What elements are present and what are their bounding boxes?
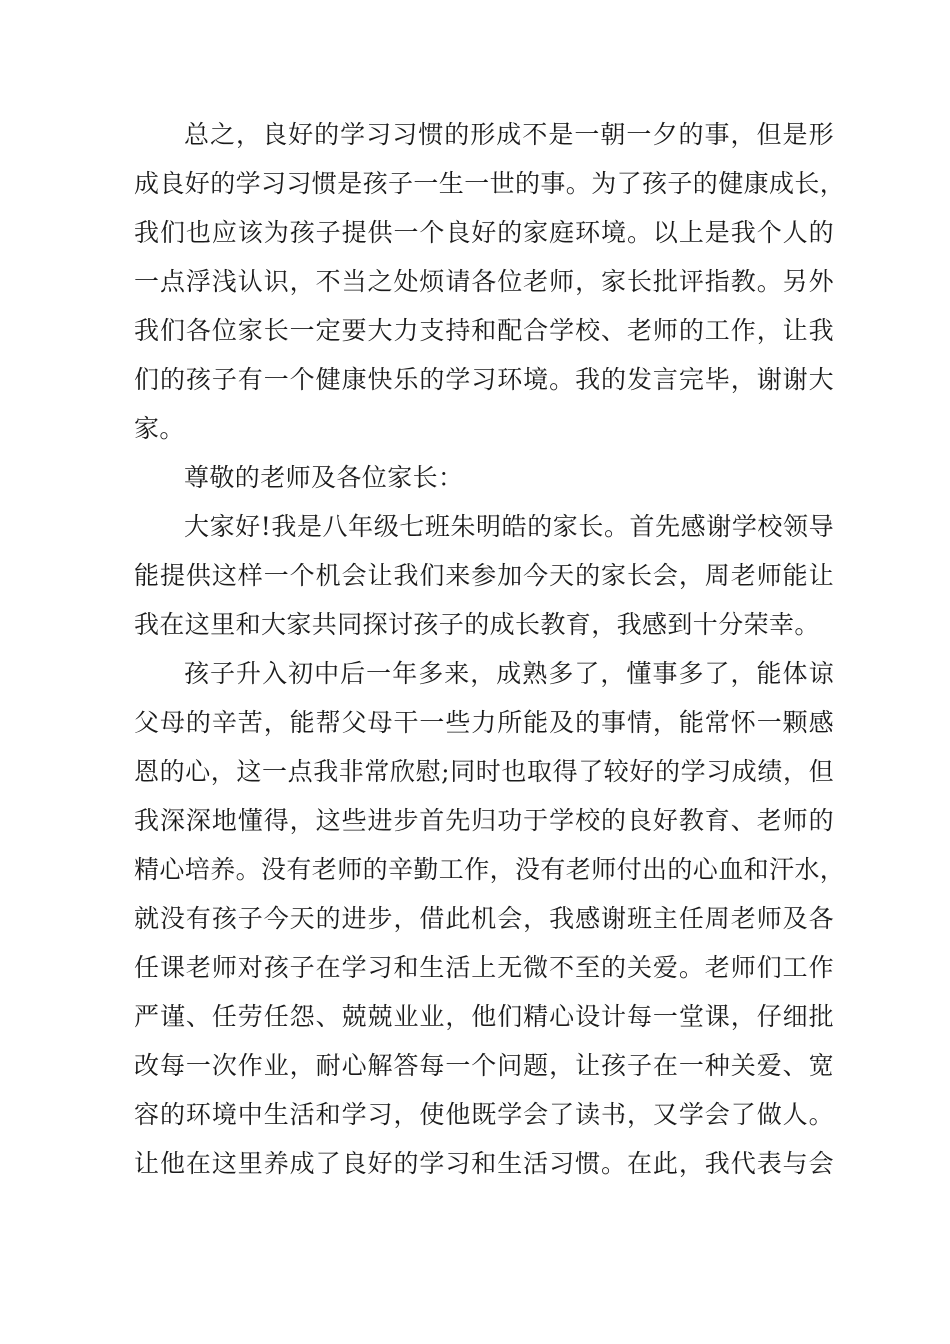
- text-line: 父母的辛苦，能帮父母干一些力所能及的事情，能常怀一颗感: [134, 708, 834, 737]
- text-line: 成良好的学习习惯是孩子一生一世的事。为了孩子的健康成长，: [134, 169, 846, 198]
- salutation: 尊敬的老师及各位家长：: [184, 463, 464, 492]
- text-line: 我们也应该为孩子提供一个良好的家庭环境。以上是我个人的: [134, 218, 834, 247]
- document-body: [134, 110, 846, 1188]
- text-line: 家。: [134, 414, 185, 443]
- text-line: 总之，良好的学习习惯的形成不是一朝一夕的事，但是形: [184, 120, 834, 149]
- text-line: 恩的心，这一点我非常欣慰;同时也取得了较好的学习成绩，但: [134, 757, 834, 786]
- text-line: 精心培养。没有老师的辛勤工作，没有老师付出的心血和汗水，: [134, 855, 846, 884]
- text-line: 任课老师对孩子在学习和生活上无微不至的关爱。老师们工作: [134, 953, 834, 982]
- text-line: 我们各位家长一定要大力支持和配合学校、老师的工作，让我: [134, 316, 834, 345]
- text-line: 严谨、任劳任怨、兢兢业业，他们精心设计每一堂课，仔细批: [134, 1002, 834, 1031]
- text-line: 能提供这样一个机会让我们来参加今天的家长会，周老师能让: [134, 561, 834, 590]
- text-line: 大家好!我是八年级七班朱明皓的家长。首先感谢学校领导: [184, 512, 834, 541]
- text-line: 孩子升入初中后一年多来，成熟多了，懂事多了，能体谅: [184, 659, 834, 688]
- text-line: 我在这里和大家共同探讨孩子的成长教育，我感到十分荣幸。: [134, 610, 820, 639]
- text-line: 让他在这里养成了良好的学习和生活习惯。在此，我代表与会: [134, 1149, 834, 1178]
- text-line: 一点浮浅认识，不当之处烦请各位老师，家长批评指教。另外: [134, 267, 834, 296]
- text-line: 容的环境中生活和学习，使他既学会了读书，又学会了做人。: [134, 1100, 834, 1129]
- text-line: 们的孩子有一个健康快乐的学习环境。我的发言完毕，谢谢大: [134, 365, 834, 394]
- text-line: 就没有孩子今天的进步，借此机会，我感谢班主任周老师及各: [134, 904, 834, 933]
- text-line: 我深深地懂得，这些进步首先归功于学校的良好教育、老师的: [134, 806, 834, 835]
- text-line: 改每一次作业，耐心解答每一个问题，让孩子在一种关爱、宽: [134, 1051, 834, 1080]
